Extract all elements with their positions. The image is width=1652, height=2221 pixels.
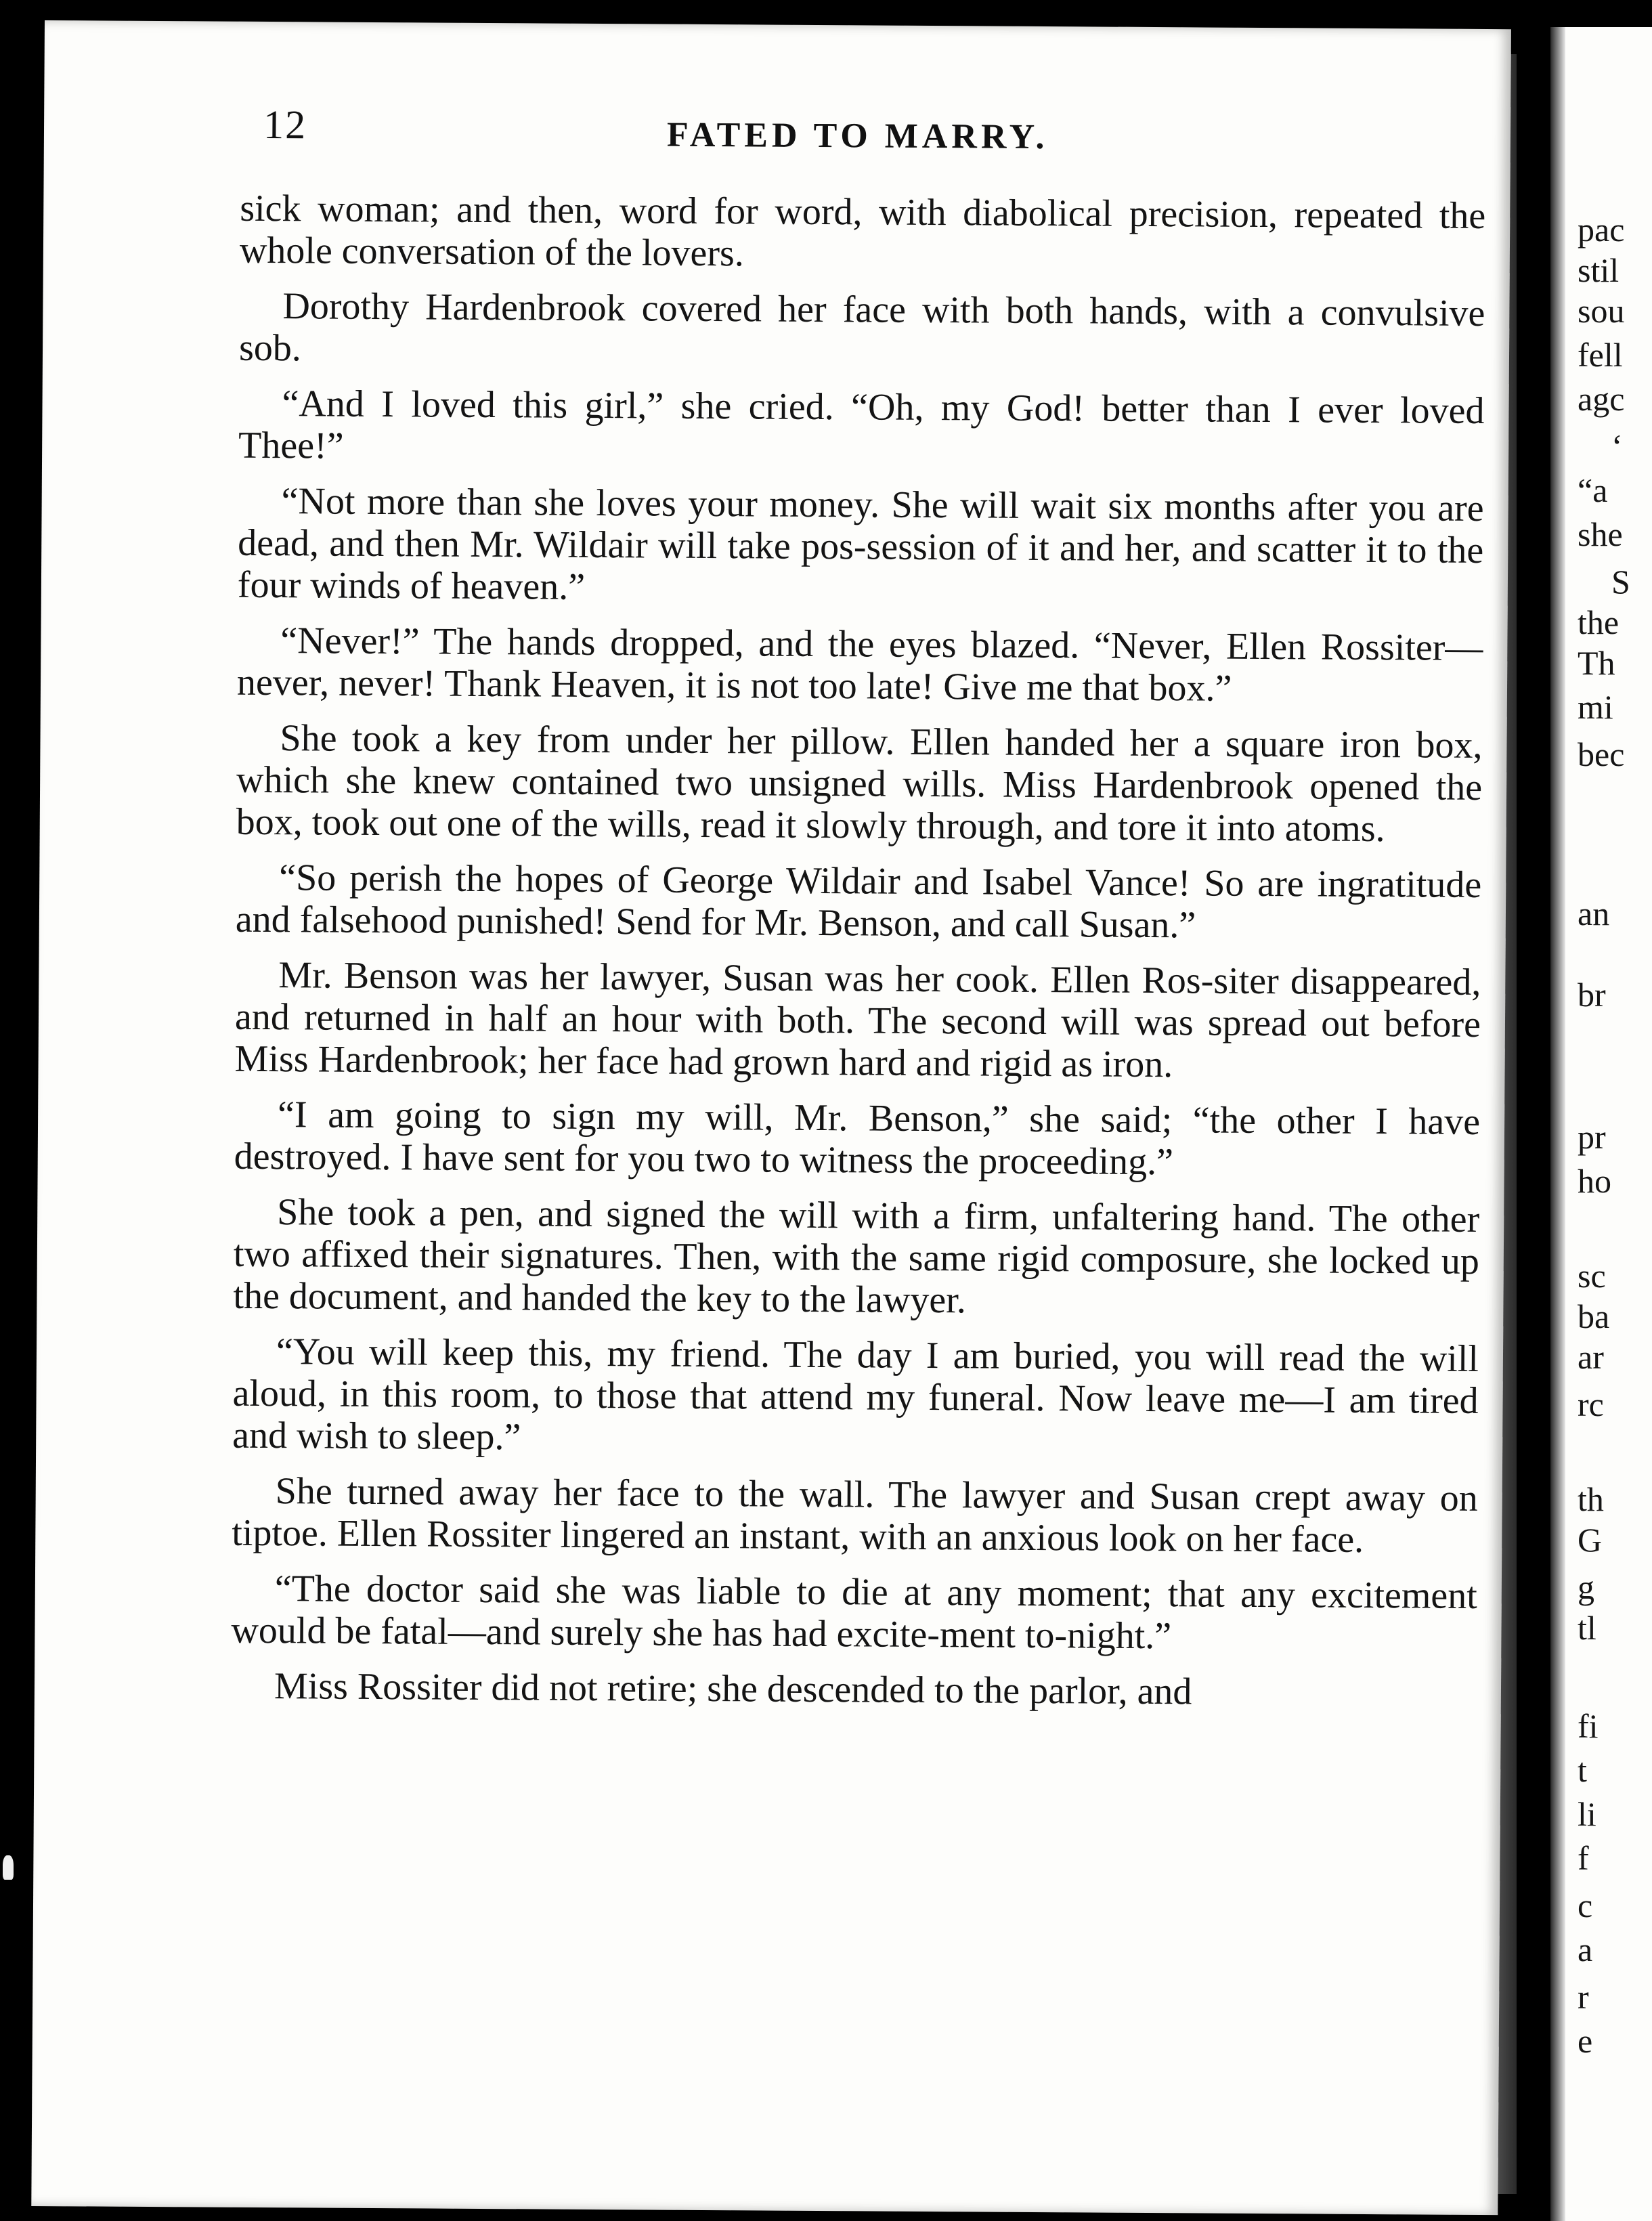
paragraph: “You will keep this, my friend. The day I am buried, you will read the will aloud, in this room, to those that attend my funeral. Now leave me—I am tired and wish to sleep.”: [232, 1331, 1479, 1459]
book-page: [31, 20, 1511, 2215]
paragraph: She took a key from under her pillow. Ellen handed her a square iron box, which she knew contained two unsigned wills. Miss Hardenbrook opened the box, took out one of the wills, read it slowly through, and tore it into atoms.: [236, 717, 1483, 850]
facing-page-word: ‘: [1611, 427, 1623, 465]
paragraph: Miss Rossiter did not retire; she descended to the parlor, and: [274, 1665, 1192, 1713]
paragraph: “I am going to sign my will, Mr. Benson,” she said; “the other I have destroyed. I have sent for you two to witness the proceeding.”: [234, 1094, 1481, 1184]
facing-page-word: sc: [1578, 1257, 1606, 1295]
paragraph: “Never!” The hands dropped, and the eyes blazed. “Never, Ellen Rossiter—never, never! Thank Heaven, it is not too late! Give me that box.”: [236, 620, 1483, 710]
facing-page-word: ba: [1578, 1297, 1610, 1335]
facing-page-word: sou: [1578, 292, 1625, 330]
running-title: FATED TO MARRY.: [666, 115, 1049, 157]
facing-page-word: ar: [1578, 1338, 1604, 1376]
facing-page-word: pac: [1578, 211, 1625, 249]
paragraph: “So perish the hopes of George Wildair and Isabel Vance! So are ingratitude and falsehood punished! Send for Mr. Benson, and call Susan.”: [235, 857, 1482, 947]
page-body-text: [231, 188, 1486, 1728]
facing-page-word: tl: [1578, 1609, 1596, 1647]
facing-page-word: a: [1578, 1931, 1593, 1968]
facing-page-word: Th: [1578, 644, 1615, 682]
facing-page-word: c: [1578, 1886, 1593, 1924]
facing-page-gutter: [1550, 27, 1565, 2221]
facing-page-word: ho: [1578, 1162, 1611, 1200]
facing-page-word: t: [1578, 1751, 1587, 1789]
facing-page-word: g: [1578, 1568, 1594, 1606]
paragraph: Dorothy Hardenbrook covered her face with both hands, with a convulsive sob.: [238, 285, 1485, 370]
facing-page-word: br: [1578, 976, 1606, 1014]
paragraph: “The doctor said she was liable to die at any moment; that any excitement would be fatal—and surely she has had excite-ment to-night.”: [231, 1568, 1478, 1658]
facing-page-word: fell: [1578, 336, 1623, 374]
paragraph: She took a pen, and signed the will with a firm, unfaltering hand. The other two affixed their signatures. Then, with the same rigid composure, she locked up the document, and handed the key to the lawyer.: [233, 1191, 1480, 1322]
facing-page-word: G: [1578, 1521, 1603, 1559]
facing-page-fragment: [1550, 27, 1652, 2221]
facing-page-word: fi: [1578, 1707, 1599, 1745]
facing-page-word: agc: [1578, 380, 1625, 418]
facing-page-word: she: [1578, 515, 1623, 553]
facing-page-word: an: [1578, 894, 1610, 932]
facing-page-word: “a: [1578, 471, 1608, 509]
paragraph: sick woman; and then, word for word, with diabolical precision, repeated the whole conversation of the lovers.: [239, 187, 1486, 275]
facing-page-word: th: [1578, 1480, 1604, 1518]
paragraph: Mr. Benson was her lawyer, Susan was her cook. Ellen Ros-siter disappeared, and returned in half an hour with both. The second will was spread out before Miss Hardenbrook; her face had grown hard and rigid as iron.: [234, 954, 1481, 1086]
facing-page-word: f: [1578, 1839, 1589, 1877]
facing-page-word: stil: [1578, 251, 1620, 289]
facing-page-word: rc: [1578, 1385, 1604, 1423]
facing-page-word: mi: [1578, 688, 1613, 726]
page-number: 12: [263, 102, 307, 148]
facing-page-word: e: [1578, 2022, 1593, 2060]
paragraph: “Not more than she loves your money. She will wait six months after you are dead, and then Mr. Wildair will take pos-session of it and her, and scatter it to the four winds of heaven.”: [237, 480, 1484, 608]
facing-page-word: pr: [1578, 1118, 1606, 1156]
paragraph: She turned away her face to the wall. The lawyer and Susan crept away on tiptoe. Ellen Rossiter lingered an instant, with an anxious look on her face.: [232, 1470, 1478, 1561]
paragraph: “And I loved this girl,” she cried. “Oh, my God! better than I ever loved Thee!”: [238, 383, 1485, 467]
facing-page-word: the: [1578, 603, 1620, 641]
scan-artifact: [3, 1855, 14, 1880]
facing-page-word: li: [1578, 1795, 1596, 1833]
page-header: [206, 95, 1466, 171]
facing-page-word: S: [1611, 563, 1630, 601]
facing-page-word: bec: [1578, 735, 1625, 773]
facing-page-word: r: [1578, 1978, 1589, 2016]
